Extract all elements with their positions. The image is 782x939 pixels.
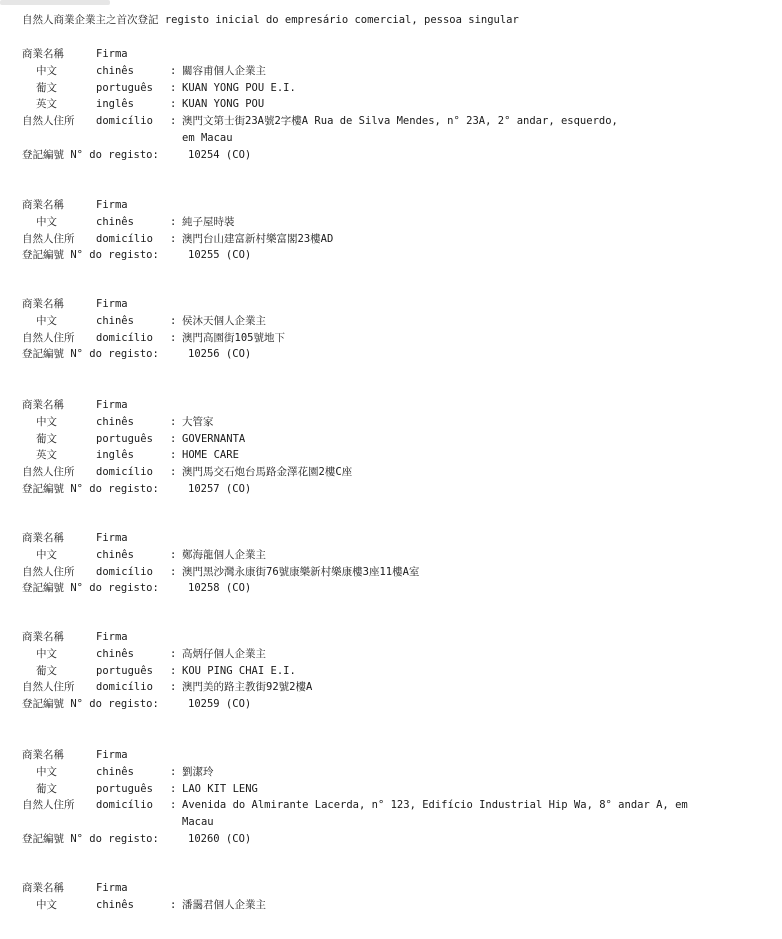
- firma-label-pt: Firma: [96, 298, 128, 310]
- registry-number: 10258 (CO): [188, 582, 252, 595]
- language-label-pt: chinês: [96, 548, 134, 561]
- name-field-row: [0, 781, 782, 798]
- separator-colon: :: [170, 782, 177, 795]
- registry-entry: [0, 530, 782, 597]
- registry-label: 登記編號 N° do registo:: [22, 832, 159, 845]
- language-label-zh: 中文: [36, 215, 57, 228]
- firma-label-zh: 商業名稱: [22, 882, 64, 894]
- language-label-zh: 葡文: [36, 432, 57, 445]
- name-field-row: [0, 431, 782, 448]
- registry-row: [0, 481, 782, 498]
- domicile-row: [0, 564, 782, 581]
- firm-name-value: 高炳仔個人企業主: [182, 647, 266, 660]
- language-label-zh: 中文: [36, 548, 57, 561]
- domicile-label-zh: 自然人住所: [22, 115, 75, 128]
- name-field-row: [0, 414, 782, 431]
- registry-number: 10254 (CO): [188, 148, 252, 161]
- separator-colon: :: [170, 565, 177, 578]
- domicile-value: 澳門文第士街23A號2字樓A Rua de Silva Mendes, n° 23A, 2° andar, esquerdo,: [182, 115, 618, 128]
- separator-colon: :: [170, 466, 177, 479]
- separator-colon: :: [170, 681, 177, 694]
- language-label-zh: 英文: [36, 449, 57, 462]
- firma-label-pt: Firma: [96, 882, 128, 894]
- firm-name-value: LAO KIT LENG: [182, 782, 258, 795]
- language-label-zh: 英文: [36, 98, 57, 111]
- language-label-zh: 中文: [36, 415, 57, 428]
- name-field-row: [0, 80, 782, 97]
- firm-name-value: HOME CARE: [182, 449, 239, 462]
- registry-number: 10256 (CO): [188, 348, 252, 361]
- separator-colon: :: [170, 331, 177, 344]
- language-label-zh: 中文: [36, 314, 57, 327]
- firma-label-zh: 商業名稱: [22, 631, 64, 643]
- firm-name-value: KUAN YONG POU E.I.: [182, 81, 296, 94]
- domicile-row: [0, 130, 782, 147]
- registry-entry: [0, 296, 782, 363]
- domicile-label-pt: domicílio: [96, 799, 153, 812]
- registry-row: [0, 346, 782, 363]
- domicile-label-pt: domicílio: [96, 115, 153, 128]
- registry-entry: [0, 880, 782, 914]
- separator-colon: :: [170, 98, 177, 111]
- registry-entry: [0, 46, 782, 164]
- registry-label: 登記編號 N° do registo:: [22, 698, 159, 711]
- registry-row: [0, 696, 782, 713]
- separator-colon: :: [170, 115, 177, 128]
- domicile-row: [0, 679, 782, 696]
- registry-row: [0, 247, 782, 264]
- separator-colon: :: [170, 81, 177, 94]
- domicile-value: Macau: [182, 816, 214, 829]
- language-label-zh: 葡文: [36, 81, 57, 94]
- registry-row: [0, 580, 782, 597]
- firm-name-value: 劉潔玲: [182, 765, 214, 778]
- firm-name-value: 侯沐天個人企業主: [182, 314, 266, 327]
- separator-colon: :: [170, 647, 177, 660]
- firm-name-value: KOU PING CHAI E.I.: [182, 664, 296, 677]
- registry-label: 登記編號 N° do registo:: [22, 148, 159, 161]
- firm-name-value: 鄭海龍個人企業主: [182, 548, 266, 561]
- domicile-row: [0, 814, 782, 831]
- separator-colon: :: [170, 664, 177, 677]
- domicile-row: [0, 797, 782, 814]
- firma-row: [0, 880, 782, 897]
- name-field-row: [0, 313, 782, 330]
- scan-mark: [0, 0, 110, 5]
- firma-row: [0, 397, 782, 414]
- domicile-value: 澳門台山建富新村樂富閣23樓AD: [182, 232, 334, 245]
- registry-number: 10259 (CO): [188, 698, 252, 711]
- name-field-row: [0, 897, 782, 914]
- language-label-pt: português: [96, 81, 153, 94]
- domicile-label-zh: 自然人住所: [22, 331, 75, 344]
- domicile-row: [0, 113, 782, 130]
- registry-entry: [0, 629, 782, 713]
- firma-row: [0, 197, 782, 214]
- firma-row: [0, 46, 782, 63]
- language-label-pt: inglês: [96, 98, 134, 111]
- firma-row: [0, 296, 782, 313]
- domicile-label-zh: 自然人住所: [22, 681, 75, 694]
- language-label-pt: chinês: [96, 314, 134, 327]
- separator-colon: :: [170, 799, 177, 812]
- firma-row: [0, 629, 782, 646]
- name-field-row: [0, 63, 782, 80]
- registry-row: [0, 831, 782, 848]
- domicile-row: [0, 231, 782, 248]
- page-heading: 自然人商業企業主之首次登記 registo inicial do empresário comercial, pessoa singular: [22, 14, 519, 26]
- name-field-row: [0, 214, 782, 231]
- firma-row: [0, 747, 782, 764]
- domicile-label-zh: 自然人住所: [22, 565, 75, 578]
- registry-number: 10260 (CO): [188, 832, 252, 845]
- firma-label-zh: 商業名稱: [22, 199, 64, 211]
- domicile-label-pt: domicílio: [96, 681, 153, 694]
- language-label-pt: português: [96, 782, 153, 795]
- language-label-pt: chinês: [96, 415, 134, 428]
- language-label-pt: chinês: [96, 647, 134, 660]
- firm-name-value: 潘靄君個人企業主: [182, 898, 266, 911]
- registry-row: [0, 147, 782, 164]
- separator-colon: :: [170, 432, 177, 445]
- firma-label-zh: 商業名稱: [22, 399, 64, 411]
- domicile-label-pt: domicílio: [96, 565, 153, 578]
- firm-name-value: 關容甫個人企業主: [182, 64, 266, 77]
- firma-label-zh: 商業名稱: [22, 298, 64, 310]
- language-label-zh: 中文: [36, 765, 57, 778]
- firma-label-zh: 商業名稱: [22, 532, 64, 544]
- language-label-zh: 葡文: [36, 782, 57, 795]
- domicile-label-pt: domicílio: [96, 466, 153, 479]
- domicile-value: 澳門馬交石炮台馬路金澤花園2樓C座: [182, 466, 353, 479]
- name-field-row: [0, 764, 782, 781]
- registry-number: 10257 (CO): [188, 482, 252, 495]
- language-label-zh: 中文: [36, 647, 57, 660]
- language-label-zh: 葡文: [36, 664, 57, 677]
- language-label-pt: português: [96, 432, 153, 445]
- firma-label-pt: Firma: [96, 532, 128, 544]
- domicile-label-zh: 自然人住所: [22, 799, 75, 812]
- domicile-label-pt: domicílio: [96, 331, 153, 344]
- firm-name-value: 大管家: [182, 415, 214, 428]
- domicile-row: [0, 330, 782, 347]
- firm-name-value: 純子屋時裝: [182, 215, 235, 228]
- language-label-pt: português: [96, 664, 153, 677]
- name-field-row: [0, 646, 782, 663]
- firma-row: [0, 530, 782, 547]
- language-label-pt: inglês: [96, 449, 134, 462]
- name-field-row: [0, 447, 782, 464]
- separator-colon: :: [170, 215, 177, 228]
- language-label-pt: chinês: [96, 898, 134, 911]
- firma-label-pt: Firma: [96, 48, 128, 60]
- separator-colon: :: [170, 548, 177, 561]
- firma-label-pt: Firma: [96, 199, 128, 211]
- registry-label: 登記編號 N° do registo:: [22, 348, 159, 361]
- firma-label-pt: Firma: [96, 631, 128, 643]
- domicile-row: [0, 464, 782, 481]
- domicile-value: Avenida do Almirante Lacerda, n° 123, Edifício Industrial Hip Wa, 8° andar A, em: [182, 799, 688, 812]
- name-field-row: [0, 547, 782, 564]
- domicile-value: 澳門高園街105號地下: [182, 331, 285, 344]
- separator-colon: :: [170, 232, 177, 245]
- registry-label: 登記編號 N° do registo:: [22, 482, 159, 495]
- firm-name-value: GOVERNANTA: [182, 432, 246, 445]
- language-label-pt: chinês: [96, 64, 134, 77]
- firma-label-zh: 商業名稱: [22, 48, 64, 60]
- separator-colon: :: [170, 765, 177, 778]
- firma-label-zh: 商業名稱: [22, 749, 64, 761]
- firm-name-value: KUAN YONG POU: [182, 98, 265, 111]
- domicile-label-zh: 自然人住所: [22, 466, 75, 479]
- domicile-value: em Macau: [182, 131, 233, 144]
- separator-colon: :: [170, 64, 177, 77]
- registry-entry: [0, 197, 782, 264]
- domicile-label-zh: 自然人住所: [22, 232, 75, 245]
- domicile-value: 澳門黑沙灣永康街76號康樂新村樂康樓3座11樓A室: [182, 565, 420, 578]
- firma-label-pt: Firma: [96, 749, 128, 761]
- separator-colon: :: [170, 898, 177, 911]
- domicile-label-pt: domicílio: [96, 232, 153, 245]
- registry-label: 登記編號 N° do registo:: [22, 582, 159, 595]
- registry-entry: [0, 747, 782, 848]
- separator-colon: :: [170, 415, 177, 428]
- separator-colon: :: [170, 314, 177, 327]
- language-label-zh: 中文: [36, 898, 57, 911]
- registry-number: 10255 (CO): [188, 249, 252, 262]
- separator-colon: :: [170, 449, 177, 462]
- name-field-row: [0, 663, 782, 680]
- registry-entry: [0, 397, 782, 498]
- domicile-value: 澳門美的路主教街92號2樓A: [182, 681, 313, 694]
- language-label-pt: chinês: [96, 215, 134, 228]
- registry-label: 登記編號 N° do registo:: [22, 249, 159, 262]
- firma-label-pt: Firma: [96, 399, 128, 411]
- name-field-row: [0, 96, 782, 113]
- language-label-pt: chinês: [96, 765, 134, 778]
- language-label-zh: 中文: [36, 64, 57, 77]
